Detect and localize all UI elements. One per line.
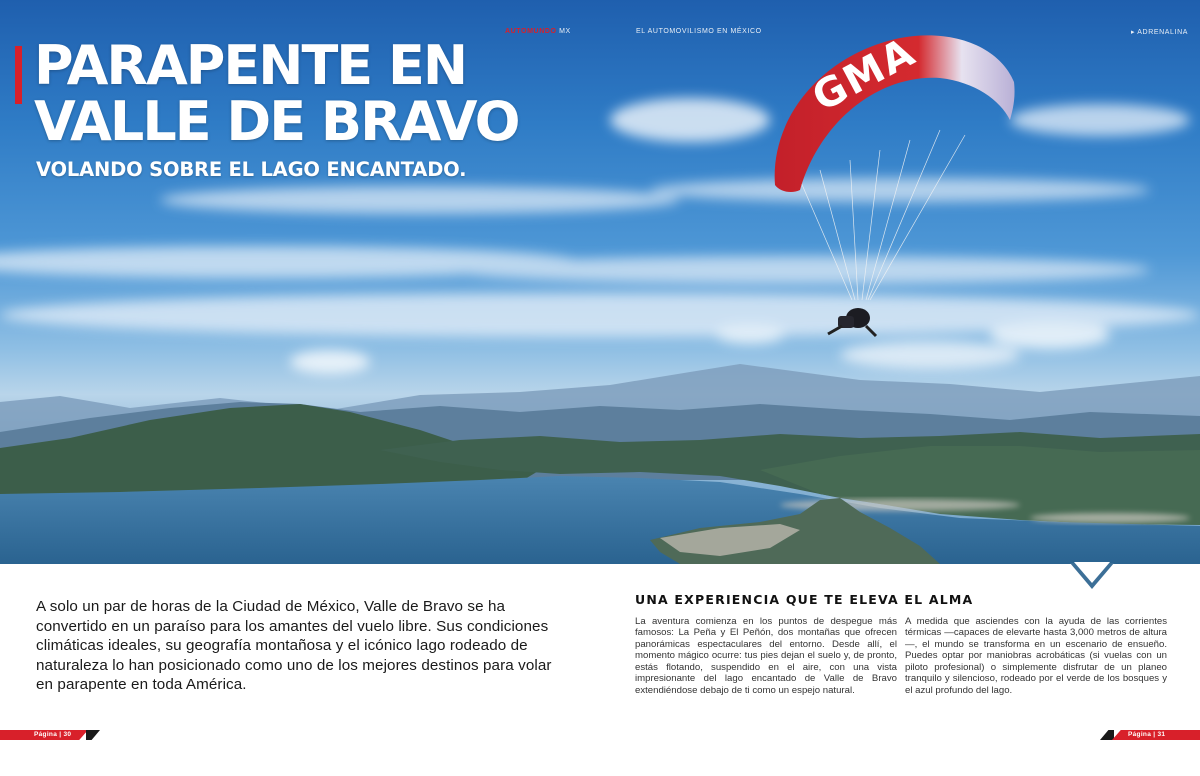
- running-header-center: EL AUTOMOVILISMO EN MÉXICO: [636, 28, 762, 35]
- article-subtitle: VOLANDO SOBRE EL LAGO ENCANTADO.: [36, 158, 467, 181]
- page-number-left: Página | 30: [34, 731, 72, 738]
- footer-left: [0, 728, 100, 740]
- title-accent-bar: [15, 46, 22, 104]
- article-title: PARAPENTE EN VALLE DE BRAVO: [34, 34, 519, 153]
- wing-logo: GMA: [805, 28, 924, 121]
- section-label-text: ADRENALINA: [1137, 29, 1188, 36]
- body-column-2: A medida que asciendes con la ayuda de las corrientes térmicas —capaces de elevarte hasta 3,000 metros de altura—, el mundo se transforma en un escenario de ensueño. Puedes optar por maniobras acrobáticas (si vuelas con un piloto profesional) o simplemente disfrutar de un planeo tranquilo y silencioso, rodeado por el verde de los bosques y el azul profundo del lago.: [905, 616, 1167, 696]
- section-label: ▸ ADRENALINA: [1130, 29, 1188, 36]
- intro-paragraph: A solo un par de horas de la Ciudad de México, Valle de Bravo se ha convertido en un paraíso para los amantes del vuelo libre. Sus condiciones climáticas ideales, su geografía montañosa y el icónico lago rodeado de naturaleza lo han posicionado como uno de los mejores destinos para volar en parapente en toda América.: [36, 598, 552, 694]
- brand-suffix: MX: [559, 28, 571, 35]
- footer-right: [1100, 728, 1200, 740]
- page-number-right: Página | 31: [1128, 731, 1166, 738]
- photo-notch-inner: [1074, 562, 1110, 583]
- body-column-1: La aventura comienza en los puntos de despegue más famosos: La Peña y El Peñón, dos montañas que ofrecen panorámicas espectaculares del entorno. Desde allí, el momento mágico ocurre: tus pies dejan el suelo y, de pronto, estás flotando, suspendido en el aire, con una vista impresionante del lago encantado de Valle de Bravo extendiéndose debajo de ti como un espejo natural.: [635, 616, 897, 696]
- magazine-brand: [505, 28, 571, 35]
- brand-name: AUTOMUNDO: [505, 28, 557, 35]
- footer-accent-dark: [86, 730, 100, 740]
- footer-accent-dark: [1100, 730, 1114, 740]
- section-heading: UNA EXPERIENCIA QUE TE ELEVA EL ALMA: [635, 592, 974, 607]
